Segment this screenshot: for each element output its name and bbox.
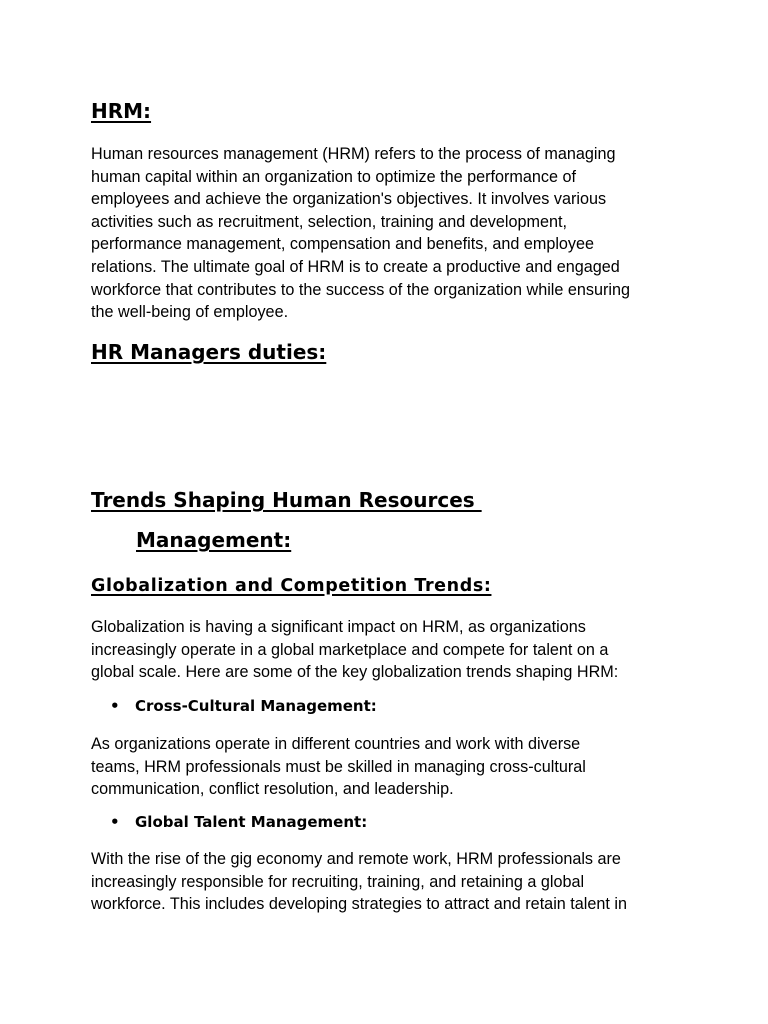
paragraph-line: increasingly operate in a global marketplace and compete for talent on a	[91, 640, 609, 659]
paragraph-line: teams, HRM professionals must be skilled in managing cross-cultural	[91, 757, 586, 776]
cross-cultural-heading: Cross-Cultural Management:	[135, 697, 377, 715]
hrm-paragraph	[91, 143, 691, 324]
bullet-cross-cultural	[110, 697, 377, 715]
global-talent-paragraph	[91, 848, 691, 916]
paragraph-line: employees and achieve the organization's objectives. It involves various	[91, 190, 607, 209]
globalization-paragraph	[91, 616, 691, 684]
bullet-global-talent	[110, 813, 367, 831]
cross-cultural-paragraph	[91, 733, 691, 801]
globalization-heading: Globalization and Competition Trends:	[91, 576, 492, 596]
paragraph-line: relations. The ultimate goal of HRM is to create a productive and engaged	[91, 257, 620, 276]
hrm-heading: HRM:	[91, 99, 152, 123]
paragraph-line: performance management, compensation and benefits, and employee	[91, 235, 595, 254]
paragraph-line: activities such as recruitment, selection, training and development,	[91, 212, 567, 231]
paragraph-line: global scale. Here are some of the key globalization trends shaping HRM:	[91, 663, 619, 682]
paragraph-line: increasingly responsible for recruiting, training, and retaining a global	[91, 872, 585, 891]
hr-managers-duties-heading: HR Managers duties:	[91, 340, 327, 364]
paragraph-line: the well-being of employee.	[91, 303, 289, 322]
paragraph-line: Human resources management (HRM) refers to the process of managing	[91, 145, 616, 163]
paragraph-line: communication, conflict resolution, and leadership.	[91, 780, 454, 799]
trends-heading-line-2: Management:	[136, 528, 292, 552]
paragraph-line: Globalization is having a significant impact on HRM, as organizations	[91, 618, 586, 636]
paragraph-line: As organizations operate in different countries and work with diverse	[91, 735, 581, 753]
trends-heading-line-1: Trends Shaping Human Resources	[91, 488, 482, 512]
paragraph-line: human capital within an organization to optimize the performance of	[91, 167, 577, 186]
paragraph-line: With the rise of the gig economy and remote work, HRM professionals are	[91, 850, 621, 868]
global-talent-heading: Global Talent Management:	[135, 813, 368, 831]
bullet-icon: •	[110, 813, 120, 831]
bullet-icon: •	[110, 697, 120, 715]
paragraph-line: workforce. This includes developing strategies to attract and retain talent in	[91, 895, 627, 914]
paragraph-line: workforce that contributes to the success of the organization while ensuring	[91, 280, 630, 299]
